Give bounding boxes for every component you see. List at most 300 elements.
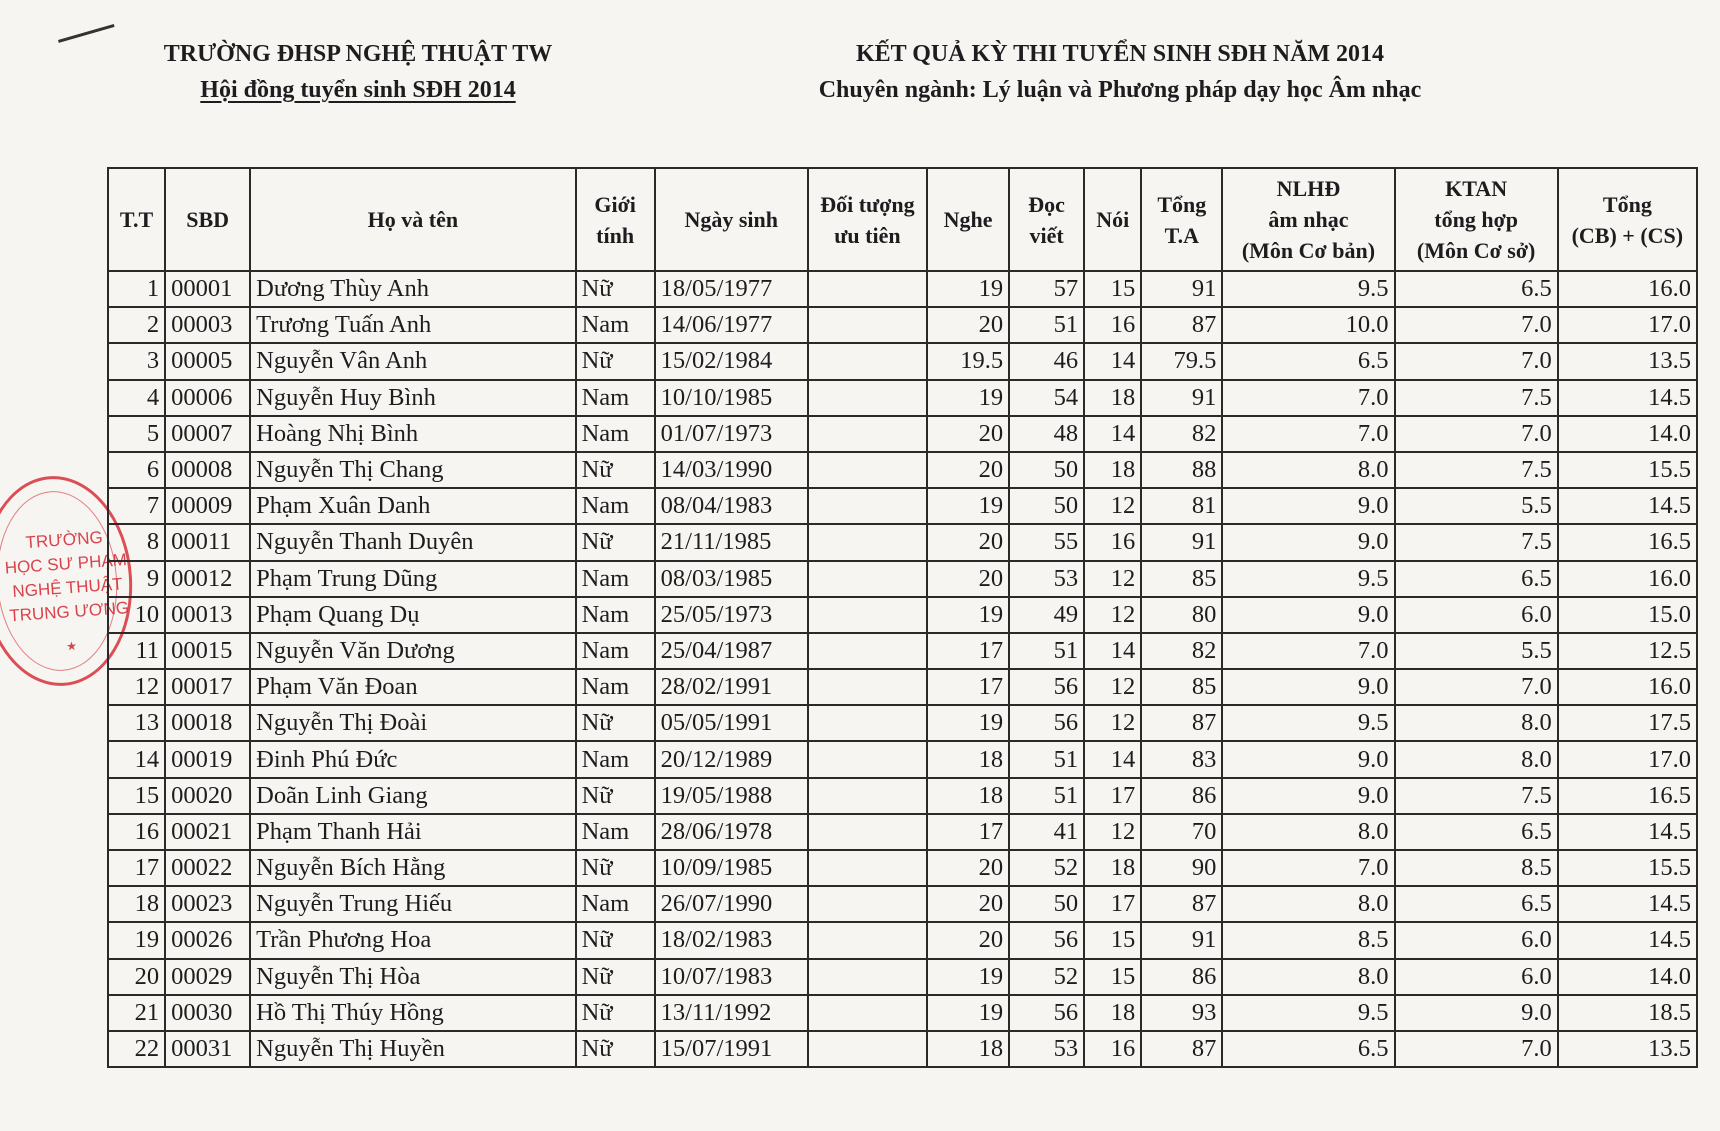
cell-listening: 19: [927, 380, 1009, 416]
header-text: viết: [1029, 222, 1064, 248]
cell-basic-subject: 9.5: [1222, 271, 1394, 307]
cell-speaking: 17: [1084, 778, 1141, 814]
cell-grand-total: 16.0: [1558, 561, 1697, 597]
cell-name: Trần Phương Hoa: [250, 922, 575, 958]
cell-dob: 08/03/1985: [655, 561, 808, 597]
cell-name: Nguyễn Bích Hằng: [250, 850, 575, 886]
cell-base-subject: 7.5: [1395, 452, 1558, 488]
header-text: (CB) + (CS): [1571, 222, 1684, 248]
cell-name: Phạm Thanh Hải: [250, 814, 575, 850]
header-text: (Môn Cơ bản): [1241, 238, 1376, 263]
table-row: [108, 633, 1697, 669]
cell-name: Doãn Linh Giang: [250, 778, 575, 814]
cell-tt: 5: [108, 416, 165, 452]
cell-grand-total: 18.5: [1558, 995, 1697, 1031]
cell-reading-writing: 52: [1009, 959, 1084, 995]
cell-name: Nguyễn Thanh Duyên: [250, 524, 575, 560]
cell-english-total: 88: [1141, 452, 1222, 488]
cell-base-subject: 5.5: [1395, 633, 1558, 669]
cell-sex: Nam: [576, 669, 655, 705]
cell-grand-total: 16.5: [1558, 778, 1697, 814]
cell-grand-total: 16.5: [1558, 524, 1697, 560]
cell-english-total: 81: [1141, 488, 1222, 524]
cell-grand-total: 16.0: [1558, 271, 1697, 307]
cell-priority: [808, 995, 927, 1031]
cell-dob: 18/02/1983: [655, 922, 808, 958]
cell-sex: Nữ: [576, 271, 655, 307]
cell-priority: [808, 741, 927, 777]
cell-english-total: 87: [1141, 1031, 1222, 1067]
cell-dob: 14/06/1977: [655, 307, 808, 343]
cell-base-subject: 6.5: [1395, 271, 1558, 307]
cell-english-total: 87: [1141, 705, 1222, 741]
cell-grand-total: 13.5: [1558, 343, 1697, 379]
header-text: NLHĐ: [1276, 176, 1341, 201]
cell-english-total: 87: [1141, 886, 1222, 922]
col-listening-header: Nghe: [927, 168, 1009, 271]
cell-listening: 18: [927, 778, 1009, 814]
col-speaking-header: Nói: [1084, 168, 1141, 271]
table-row: [108, 271, 1697, 307]
cell-tt: 10: [108, 597, 165, 633]
cell-tt: 4: [108, 380, 165, 416]
school-name: TRƯỜNG ĐHSP NGHỆ THUẬT TW: [163, 41, 553, 67]
cell-sbd: 00017: [165, 669, 250, 705]
cell-speaking: 14: [1084, 343, 1141, 379]
cell-listening: 19: [927, 995, 1009, 1031]
cell-name: Dương Thùy Anh: [250, 271, 575, 307]
cell-reading-writing: 53: [1009, 561, 1084, 597]
header-text: Giới: [594, 191, 636, 217]
cell-reading-writing: 48: [1009, 416, 1084, 452]
cell-english-total: 85: [1141, 561, 1222, 597]
header-text: Tổng: [1157, 191, 1207, 217]
cell-listening: 19.5: [927, 343, 1009, 379]
cell-basic-subject: 9.0: [1222, 488, 1394, 524]
cell-sex: Nữ: [576, 778, 655, 814]
table-row: [108, 524, 1697, 560]
table-row: [108, 741, 1697, 777]
cell-name: Nguyễn Thị Hòa: [250, 959, 575, 995]
cell-sbd: 00031: [165, 1031, 250, 1067]
cell-basic-subject: 8.0: [1222, 886, 1394, 922]
school-header: [108, 36, 608, 108]
cell-speaking: 12: [1084, 561, 1141, 597]
cell-reading-writing: 56: [1009, 995, 1084, 1031]
col-grand-total-header: [1558, 168, 1697, 271]
cell-sex: Nữ: [576, 524, 655, 560]
cell-reading-writing: 50: [1009, 452, 1084, 488]
seal-text-line: HỌC SƯ PHẠM: [4, 550, 128, 578]
table-row: [108, 416, 1697, 452]
cell-english-total: 91: [1141, 922, 1222, 958]
cell-speaking: 14: [1084, 633, 1141, 669]
cell-basic-subject: 8.0: [1222, 959, 1394, 995]
cell-base-subject: 7.0: [1395, 669, 1558, 705]
cell-priority: [808, 597, 927, 633]
col-sex-header: [576, 168, 655, 271]
cell-english-total: 80: [1141, 597, 1222, 633]
cell-grand-total: 14.0: [1558, 416, 1697, 452]
cell-dob: 14/03/1990: [655, 452, 808, 488]
cell-priority: [808, 705, 927, 741]
header-text: tính: [596, 222, 635, 248]
cell-sbd: 00003: [165, 307, 250, 343]
cell-tt: 1: [108, 271, 165, 307]
cell-sex: Nữ: [576, 1031, 655, 1067]
cell-sex: Nam: [576, 741, 655, 777]
cell-reading-writing: 46: [1009, 343, 1084, 379]
table-body: [108, 271, 1697, 1067]
cell-speaking: 14: [1084, 741, 1141, 777]
cell-priority: [808, 343, 927, 379]
cell-base-subject: 6.0: [1395, 959, 1558, 995]
cell-english-total: 85: [1141, 669, 1222, 705]
cell-basic-subject: 9.5: [1222, 995, 1394, 1031]
cell-sex: Nam: [576, 597, 655, 633]
cell-english-total: 91: [1141, 271, 1222, 307]
cell-base-subject: 7.0: [1395, 416, 1558, 452]
cell-english-total: 91: [1141, 524, 1222, 560]
cell-english-total: 86: [1141, 778, 1222, 814]
table-row: [108, 705, 1697, 741]
cell-listening: 19: [927, 271, 1009, 307]
cell-reading-writing: 51: [1009, 741, 1084, 777]
cell-tt: 18: [108, 886, 165, 922]
seal-star-icon: ★: [65, 638, 78, 654]
cell-speaking: 14: [1084, 416, 1141, 452]
col-english-total-header: [1141, 168, 1222, 271]
cell-name: Phạm Quang Dụ: [250, 597, 575, 633]
table-row: [108, 452, 1697, 488]
cell-tt: 7: [108, 488, 165, 524]
cell-english-total: 87: [1141, 307, 1222, 343]
cell-speaking: 16: [1084, 1031, 1141, 1067]
cell-speaking: 12: [1084, 669, 1141, 705]
col-priority-header: [808, 168, 927, 271]
document-title: KẾT QUẢ KỲ THI TUYỂN SINH SĐH NĂM 2014: [855, 41, 1385, 67]
cell-name: Nguyễn Vân Anh: [250, 343, 575, 379]
cell-grand-total: 15.5: [1558, 850, 1697, 886]
cell-listening: 20: [927, 922, 1009, 958]
table-row: [108, 488, 1697, 524]
document-title-block: [780, 36, 1460, 108]
cell-listening: 20: [927, 307, 1009, 343]
cell-basic-subject: 9.0: [1222, 669, 1394, 705]
cell-base-subject: 7.5: [1395, 778, 1558, 814]
seal-text-line: NGHỆ THUẬT: [11, 574, 124, 602]
cell-reading-writing: 56: [1009, 669, 1084, 705]
cell-tt: 2: [108, 307, 165, 343]
council-name: Hội đồng tuyển sinh SĐH 2014: [200, 77, 516, 103]
cell-base-subject: 7.5: [1395, 380, 1558, 416]
cell-basic-subject: 8.0: [1222, 814, 1394, 850]
cell-priority: [808, 633, 927, 669]
cell-grand-total: 14.5: [1558, 922, 1697, 958]
cell-base-subject: 9.0: [1395, 995, 1558, 1031]
cell-base-subject: 6.5: [1395, 886, 1558, 922]
cell-reading-writing: 41: [1009, 814, 1084, 850]
cell-sex: Nam: [576, 380, 655, 416]
cell-english-total: 90: [1141, 850, 1222, 886]
cell-grand-total: 17.5: [1558, 705, 1697, 741]
cell-listening: 20: [927, 452, 1009, 488]
table-row: [108, 959, 1697, 995]
cell-sbd: 00001: [165, 271, 250, 307]
table-row: [108, 669, 1697, 705]
table-row: [108, 850, 1697, 886]
cell-sex: Nữ: [576, 705, 655, 741]
table-row: [108, 814, 1697, 850]
cell-sex: Nữ: [576, 452, 655, 488]
cell-listening: 20: [927, 886, 1009, 922]
cell-english-total: 70: [1141, 814, 1222, 850]
cell-priority: [808, 959, 927, 995]
cell-name: Nguyễn Trung Hiếu: [250, 886, 575, 922]
cell-sex: Nữ: [576, 850, 655, 886]
cell-dob: 28/02/1991: [655, 669, 808, 705]
cell-speaking: 12: [1084, 814, 1141, 850]
cell-name: Đinh Phú Đức: [250, 741, 575, 777]
cell-dob: 25/05/1973: [655, 597, 808, 633]
cell-tt: 3: [108, 343, 165, 379]
table-row: [108, 995, 1697, 1031]
cell-dob: 05/05/1991: [655, 705, 808, 741]
cell-tt: 17: [108, 850, 165, 886]
cell-tt: 15: [108, 778, 165, 814]
header-text: T.A: [1164, 222, 1199, 248]
cell-basic-subject: 9.5: [1222, 561, 1394, 597]
cell-listening: 18: [927, 1031, 1009, 1067]
cell-speaking: 12: [1084, 705, 1141, 741]
cell-listening: 20: [927, 416, 1009, 452]
cell-sbd: 00013: [165, 597, 250, 633]
cell-base-subject: 8.0: [1395, 741, 1558, 777]
col-base-subject-header: [1395, 168, 1558, 271]
cell-listening: 17: [927, 633, 1009, 669]
cell-sbd: 00030: [165, 995, 250, 1031]
major-subtitle: Chuyên ngành: Lý luận và Phương pháp dạy học Âm nhạc: [818, 77, 1422, 103]
table-row: [108, 778, 1697, 814]
table-row: [108, 922, 1697, 958]
cell-basic-subject: 9.0: [1222, 524, 1394, 560]
cell-name: Nguyễn Huy Bình: [250, 380, 575, 416]
cell-name: Phạm Xuân Danh: [250, 488, 575, 524]
cell-priority: [808, 886, 927, 922]
cell-sbd: 00011: [165, 524, 250, 560]
table-row: [108, 886, 1697, 922]
cell-grand-total: 15.0: [1558, 597, 1697, 633]
header-text: KTAN: [1445, 176, 1508, 201]
cell-base-subject: 7.0: [1395, 307, 1558, 343]
cell-basic-subject: 9.0: [1222, 741, 1394, 777]
cell-listening: 19: [927, 597, 1009, 633]
cell-tt: 14: [108, 741, 165, 777]
cell-base-subject: 5.5: [1395, 488, 1558, 524]
cell-reading-writing: 55: [1009, 524, 1084, 560]
cell-grand-total: 17.0: [1558, 307, 1697, 343]
cell-sbd: 00021: [165, 814, 250, 850]
cell-tt: 19: [108, 922, 165, 958]
cell-tt: 8: [108, 524, 165, 560]
cell-listening: 19: [927, 488, 1009, 524]
cell-sex: Nữ: [576, 995, 655, 1031]
cell-grand-total: 15.5: [1558, 452, 1697, 488]
cell-speaking: 15: [1084, 271, 1141, 307]
cell-basic-subject: 10.0: [1222, 307, 1394, 343]
cell-listening: 17: [927, 814, 1009, 850]
cell-grand-total: 12.5: [1558, 633, 1697, 669]
cell-grand-total: 14.0: [1558, 959, 1697, 995]
table-row: [108, 380, 1697, 416]
cell-sex: Nam: [576, 307, 655, 343]
header-text: (Môn Cơ sở): [1416, 238, 1536, 263]
cell-reading-writing: 51: [1009, 778, 1084, 814]
cell-basic-subject: 7.0: [1222, 633, 1394, 669]
cell-speaking: 18: [1084, 995, 1141, 1031]
table-row: [108, 1031, 1697, 1067]
cell-priority: [808, 669, 927, 705]
cell-priority: [808, 380, 927, 416]
cell-dob: 10/10/1985: [655, 380, 808, 416]
header-text: Đọc: [1028, 191, 1065, 217]
cell-reading-writing: 50: [1009, 886, 1084, 922]
cell-sex: Nam: [576, 561, 655, 597]
cell-reading-writing: 53: [1009, 1031, 1084, 1067]
cell-name: Hoàng Nhị Bình: [250, 416, 575, 452]
cell-name: Nguyễn Thị Huyền: [250, 1031, 575, 1067]
cell-reading-writing: 56: [1009, 922, 1084, 958]
cell-reading-writing: 54: [1009, 380, 1084, 416]
cell-dob: 18/05/1977: [655, 271, 808, 307]
cell-priority: [808, 850, 927, 886]
cell-dob: 15/02/1984: [655, 343, 808, 379]
cell-base-subject: 6.5: [1395, 814, 1558, 850]
cell-priority: [808, 561, 927, 597]
cell-english-total: 83: [1141, 741, 1222, 777]
cell-sbd: 00026: [165, 922, 250, 958]
cell-sex: Nữ: [576, 922, 655, 958]
cell-basic-subject: 9.0: [1222, 597, 1394, 633]
cell-speaking: 16: [1084, 524, 1141, 560]
cell-reading-writing: 49: [1009, 597, 1084, 633]
cell-name: Nguyễn Thị Chang: [250, 452, 575, 488]
cell-tt: 11: [108, 633, 165, 669]
header-text: Tổng: [1602, 191, 1652, 217]
cell-speaking: 15: [1084, 922, 1141, 958]
header-text: âm nhạc: [1268, 207, 1349, 232]
cell-dob: 10/07/1983: [655, 959, 808, 995]
cell-basic-subject: 8.5: [1222, 922, 1394, 958]
cell-name: Phạm Văn Đoan: [250, 669, 575, 705]
cell-priority: [808, 778, 927, 814]
cell-grand-total: 13.5: [1558, 1031, 1697, 1067]
cell-name: Trương Tuấn Anh: [250, 307, 575, 343]
cell-basic-subject: 9.5: [1222, 705, 1394, 741]
cell-sbd: 00015: [165, 633, 250, 669]
cell-priority: [808, 271, 927, 307]
cell-basic-subject: 6.5: [1222, 1031, 1394, 1067]
cell-grand-total: 14.5: [1558, 814, 1697, 850]
cell-basic-subject: 7.0: [1222, 416, 1394, 452]
cell-priority: [808, 452, 927, 488]
cell-sbd: 00009: [165, 488, 250, 524]
col-tt-header: T.T: [108, 168, 165, 271]
cell-grand-total: 16.0: [1558, 669, 1697, 705]
cell-dob: 13/11/1992: [655, 995, 808, 1031]
cell-base-subject: 8.0: [1395, 705, 1558, 741]
header-text: Đối tượng: [820, 191, 915, 217]
cell-basic-subject: 6.5: [1222, 343, 1394, 379]
cell-base-subject: 6.0: [1395, 922, 1558, 958]
cell-dob: 28/06/1978: [655, 814, 808, 850]
cell-listening: 20: [927, 850, 1009, 886]
cell-tt: 9: [108, 561, 165, 597]
cell-sex: Nữ: [576, 343, 655, 379]
cell-dob: 08/04/1983: [655, 488, 808, 524]
cell-reading-writing: 50: [1009, 488, 1084, 524]
header-text: ưu tiên: [834, 222, 901, 248]
table-row: [108, 597, 1697, 633]
cell-name: Nguyễn Văn Dương: [250, 633, 575, 669]
cell-dob: 01/07/1973: [655, 416, 808, 452]
cell-basic-subject: 7.0: [1222, 380, 1394, 416]
cell-sex: Nam: [576, 633, 655, 669]
cell-sex: Nam: [576, 886, 655, 922]
cell-sbd: 00019: [165, 741, 250, 777]
cell-priority: [808, 814, 927, 850]
cell-reading-writing: 52: [1009, 850, 1084, 886]
cell-tt: 16: [108, 814, 165, 850]
table-row: [108, 343, 1697, 379]
cell-grand-total: 14.5: [1558, 488, 1697, 524]
cell-grand-total: 14.5: [1558, 886, 1697, 922]
cell-base-subject: 8.5: [1395, 850, 1558, 886]
cell-tt: 13: [108, 705, 165, 741]
cell-name: Phạm Trung Dũng: [250, 561, 575, 597]
table-header: [108, 168, 1697, 271]
cell-base-subject: 6.0: [1395, 597, 1558, 633]
cell-dob: 10/09/1985: [655, 850, 808, 886]
cell-speaking: 18: [1084, 380, 1141, 416]
cell-listening: 17: [927, 669, 1009, 705]
cell-speaking: 15: [1084, 959, 1141, 995]
cell-priority: [808, 416, 927, 452]
cell-reading-writing: 56: [1009, 705, 1084, 741]
cell-base-subject: 7.0: [1395, 1031, 1558, 1067]
cell-speaking: 12: [1084, 597, 1141, 633]
cell-reading-writing: 51: [1009, 307, 1084, 343]
table-row: [108, 561, 1697, 597]
cell-name: Nguyễn Thị Đoài: [250, 705, 575, 741]
cell-english-total: 82: [1141, 416, 1222, 452]
cell-sex: Nam: [576, 488, 655, 524]
cell-english-total: 86: [1141, 959, 1222, 995]
cell-listening: 20: [927, 561, 1009, 597]
col-sbd-header: SBD: [165, 168, 250, 271]
cell-speaking: 16: [1084, 307, 1141, 343]
cell-grand-total: 14.5: [1558, 380, 1697, 416]
cell-base-subject: 7.0: [1395, 343, 1558, 379]
cell-sbd: 00022: [165, 850, 250, 886]
cell-sbd: 00020: [165, 778, 250, 814]
cell-dob: 26/07/1990: [655, 886, 808, 922]
cell-english-total: 79.5: [1141, 343, 1222, 379]
header-text: tổng hợp: [1434, 207, 1518, 232]
cell-priority: [808, 488, 927, 524]
col-dob-header: Ngày sinh: [655, 168, 808, 271]
cell-sex: Nam: [576, 814, 655, 850]
